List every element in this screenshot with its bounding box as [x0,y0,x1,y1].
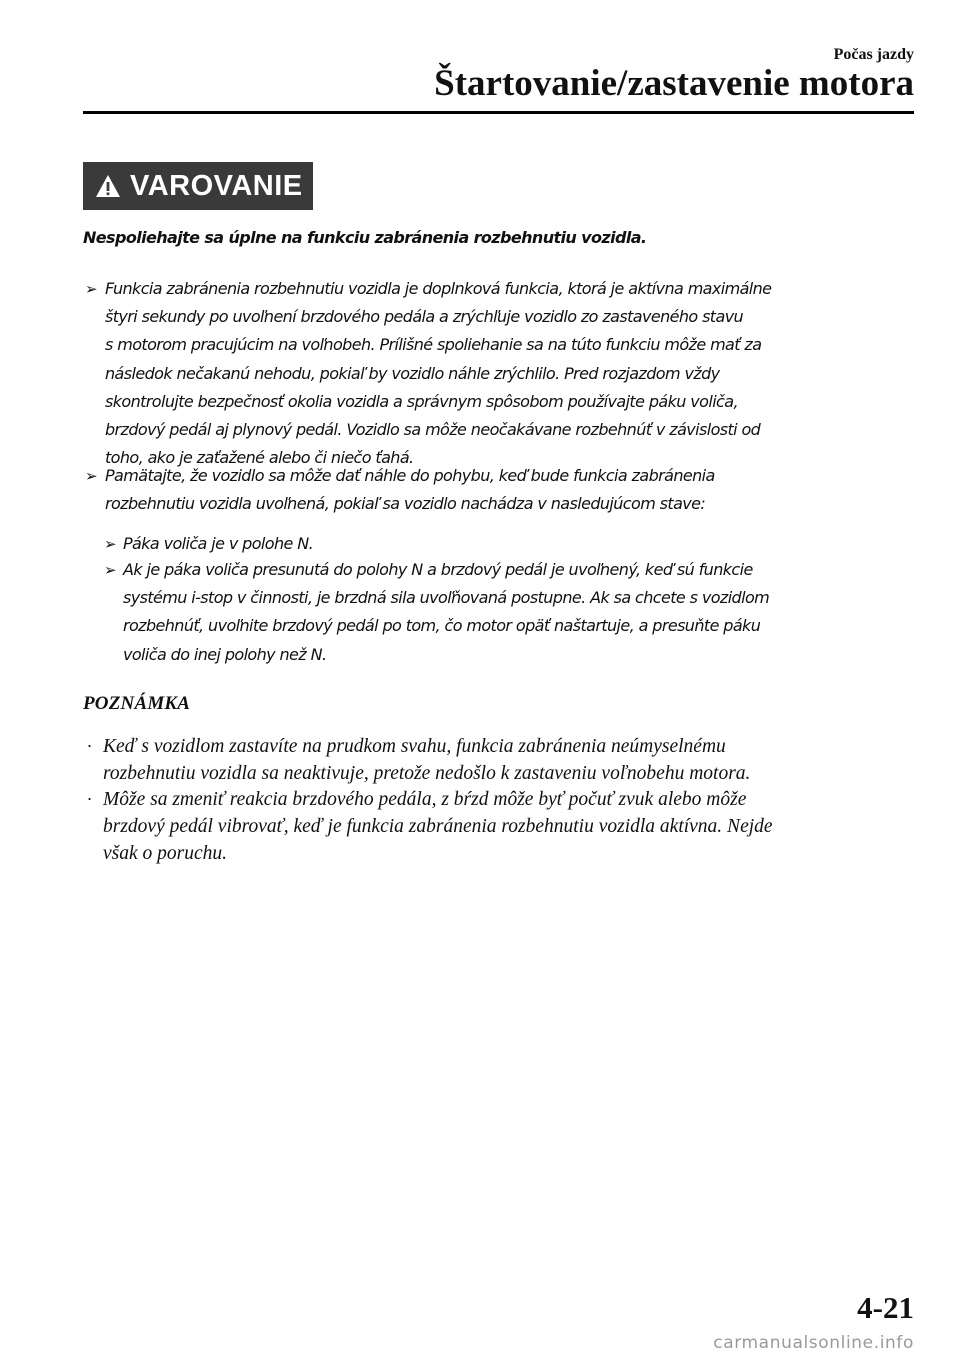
bullet-line: rozbehnúť, uvoľnite brzdový pedál po tom, čo motor opäť naštartuje, a presuňte páku [123,616,761,636]
page-title: Štartovanie/zastavenie motora [434,63,914,104]
note-line: rozbehnutiu vozidla sa neaktivuje, pretože nedošlo k zastaveniu voľnobehu motora. [103,763,751,784]
bullet-line: systému i-stop v činnosti, je brzdná sila uvoľňovaná postupne. Ak sa chcete s vozidlom [123,588,770,608]
bullet-line: štyri sekundy po uvoľnení brzdového pedála a zrýchľuje vozidlo zo zastaveného stavu [105,307,744,327]
watermark: carmanualsonline.info [713,1333,914,1353]
warning-label: VAROVANIE [130,169,303,202]
note-line: Môže sa zmeniť reakcia brzdového pedála, z bŕzd môže byť počuť zvuk alebo môže [103,789,747,810]
note-line: brzdový pedál vibrovať, keď je funkcia zabránenia rozbehnutiu vozidla aktívna. Nejde [103,816,773,837]
warning-heading: Nespoliehajte sa úplne na funkciu zabránenia rozbehnutiu vozidla. [83,228,647,247]
bullet-line: toho, ako je zaťažené alebo či niečo ťahá. [105,448,414,468]
bullet-line: rozbehnutiu vozidla uvoľnená, pokiaľ sa vozidlo nachádza v nasledujúcom stave: [105,494,706,514]
section-name: Počas jazdy [833,46,914,63]
note-bullet: · [87,789,92,809]
arrow-bullet-icon: ➢ [85,467,97,485]
note-line: však o poruchu. [103,843,228,864]
bullet-line: skontrolujte bezpečnosť okolia vozidla a správnym spôsobom používajte páku voliča, [105,391,738,411]
bullet-line: brzdový pedál aj plynový pedál. Vozidlo sa môže neočakávane rozbehnúť v závislosti od [105,420,761,440]
note-heading: POZNÁMKA [83,693,191,714]
bullet-line: Funkcia zabránenia rozbehnutiu vozidla je doplnková funkcia, ktorá je aktívna maximálne [105,279,772,298]
note-line: Keď s vozidlom zastavíte na prudkom svahu, funkcia zabránenia neúmyselnému [103,736,726,757]
warning-triangle-icon [95,174,121,198]
bullet-line: s motorom pracujúcim na voľnobeh. Prílišné spoliehanie sa na túto funkciu môže mať za [105,335,762,355]
arrow-bullet-icon: ➢ [85,280,97,298]
bullet-line: voliča do inej polohy než N. [123,644,327,664]
bullet-line: Páka voliča je v polohe N. [123,534,314,553]
arrow-bullet-icon: ➢ [104,561,116,579]
note-bullet: · [87,736,92,756]
bullet-line: Ak je páka voliča presunutá do polohy N a brzdový pedál je uvoľnený, keď sú funkcie [123,560,753,579]
arrow-bullet-icon: ➢ [104,535,116,553]
bullet-line: Pamätajte, že vozidlo sa môže dať náhle do pohybu, keď bude funkcia zabránenia [105,466,715,485]
header-divider [83,111,914,114]
page-number: 4-21 [857,1290,914,1325]
warning-banner [83,162,313,210]
bullet-line: následok nečakanú nehodu, pokiaľ by vozidlo náhle zrýchlilo. Pred rozjazdom vždy [105,363,720,383]
